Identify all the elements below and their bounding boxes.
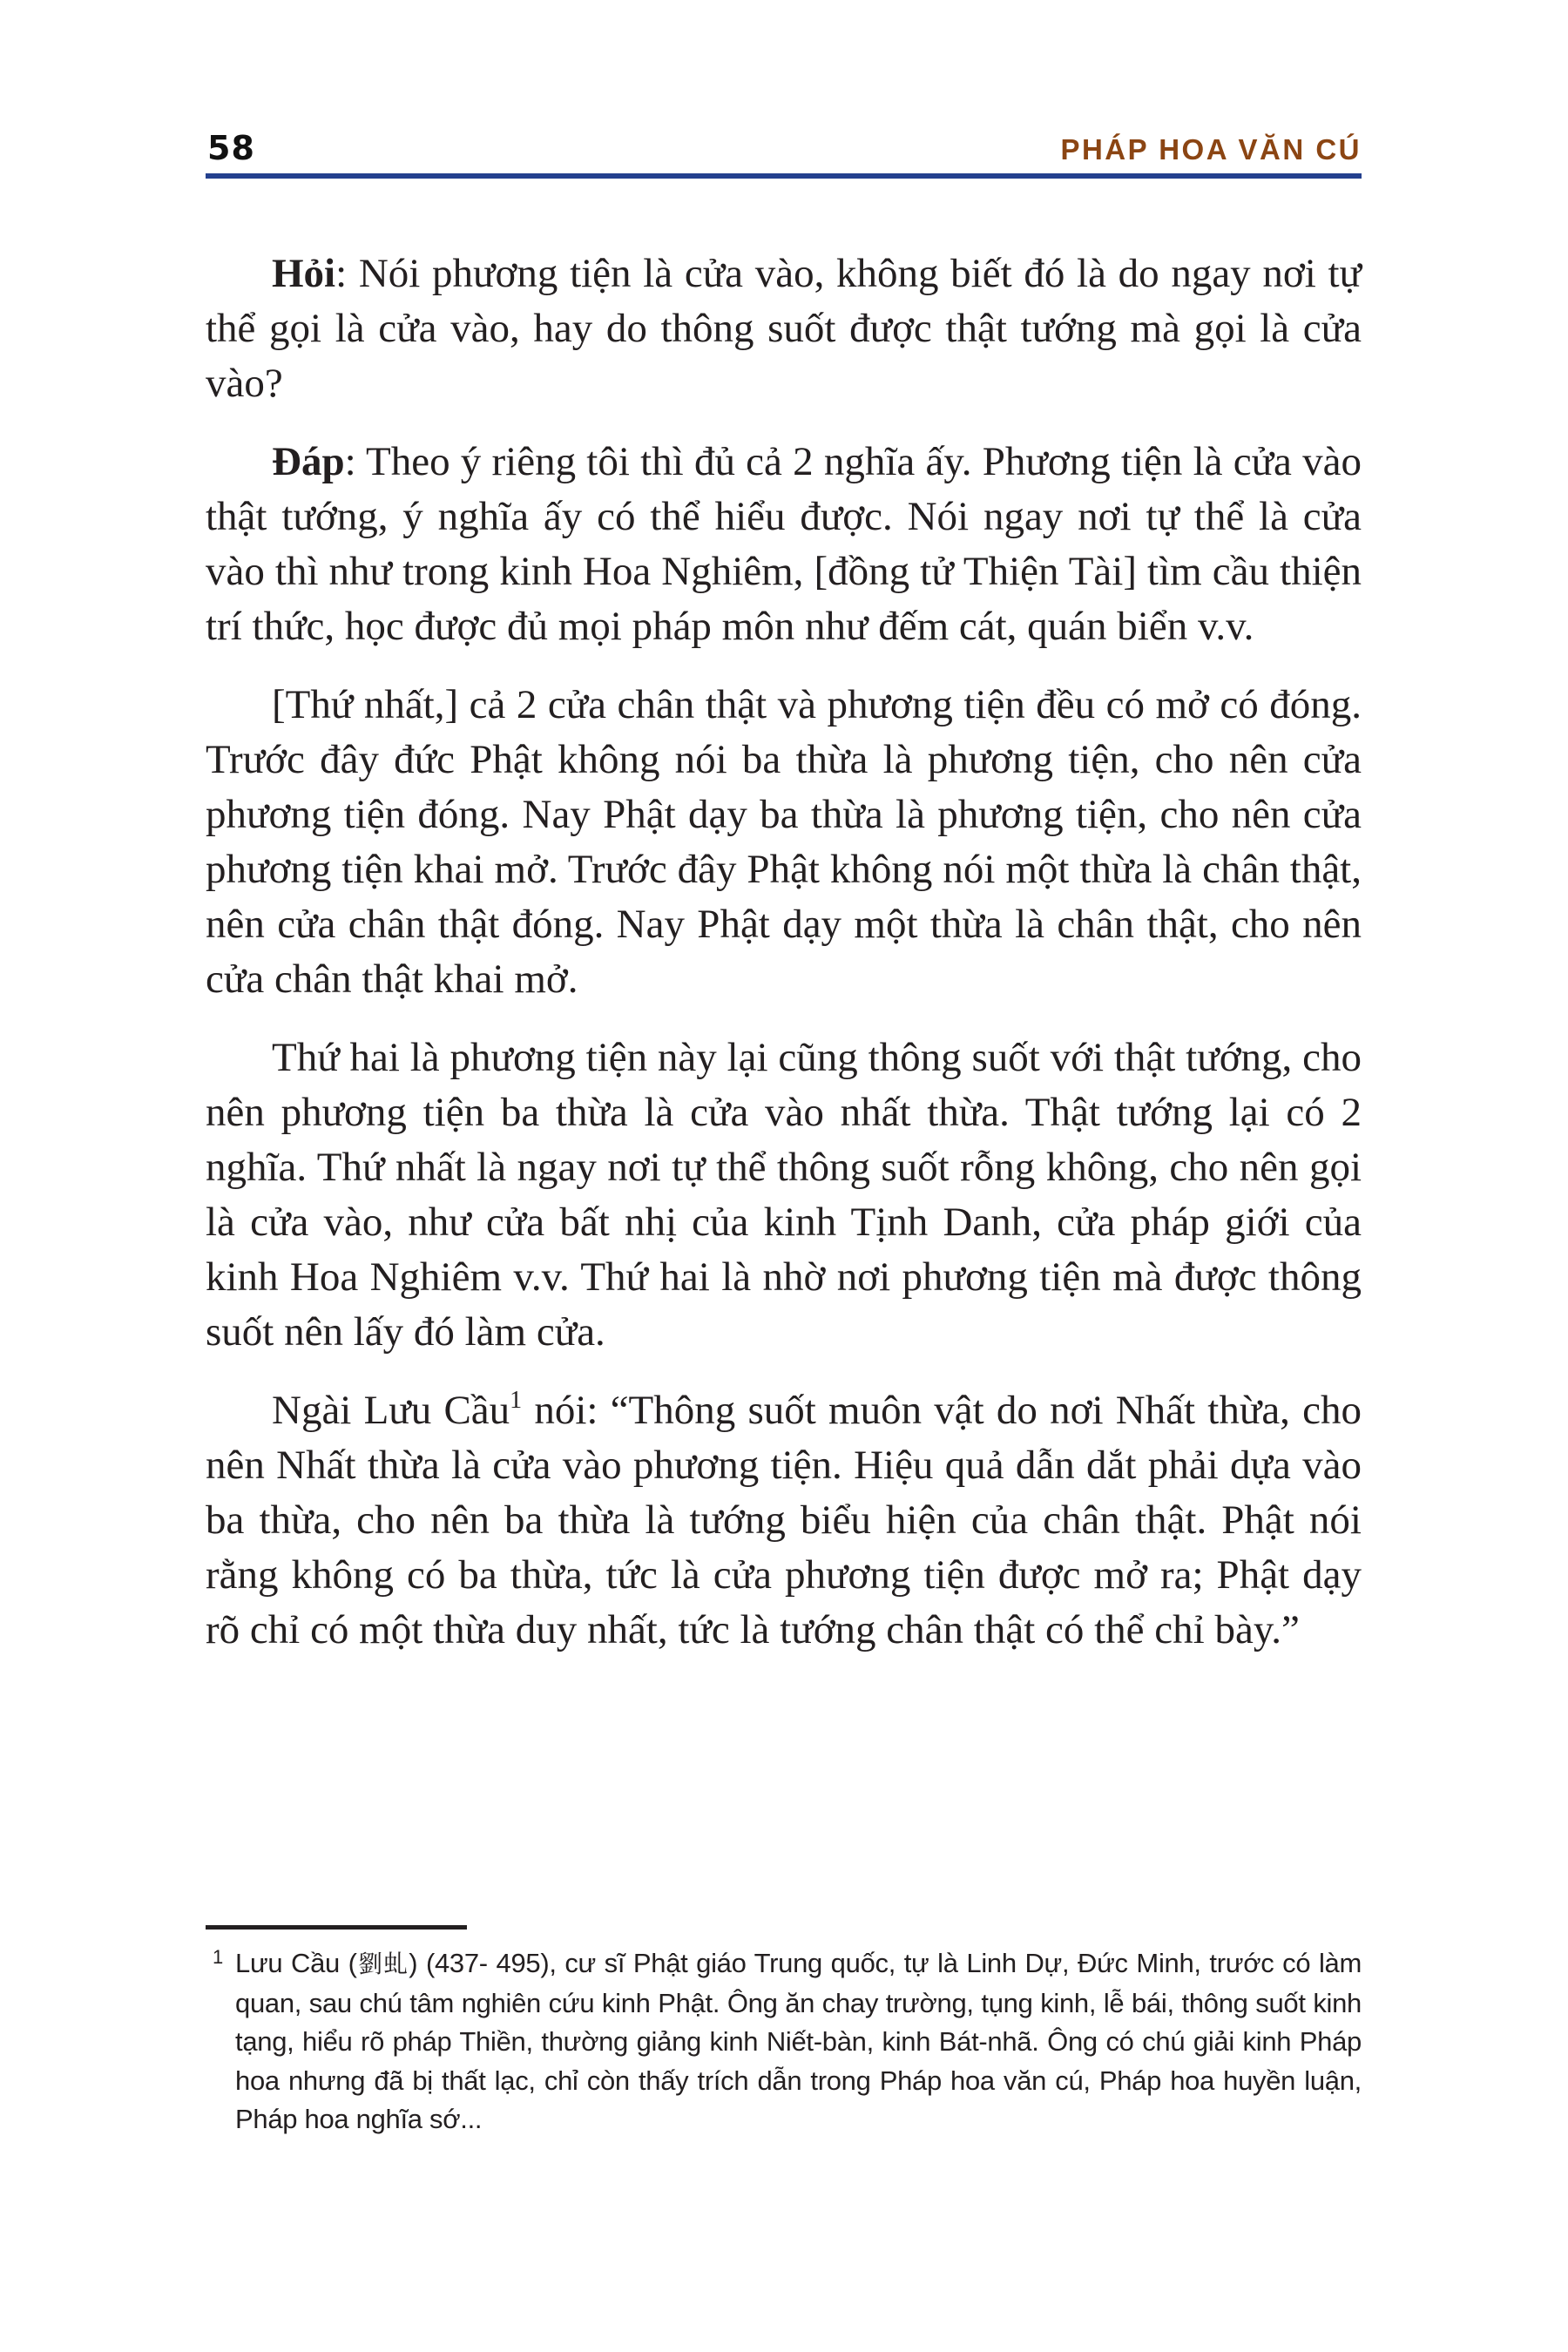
paragraph-text: : Theo ý riêng tôi thì đủ cả 2 nghĩa ấy. Phương tiện là cửa vào thật tướng, ý nghĩa ấy có thể hiểu được. Nói ngay nơi tự thể là cửa vào thì như trong kinh Hoa Nghiêm, [đồng tử Thiện Tài] tìm cầu thiện trí thức, học được đủ mọi pháp môn như đếm cát, quán biển v.v.	[206, 439, 1362, 649]
page-number: 58	[207, 129, 255, 167]
paragraph-answer	[206, 435, 1362, 654]
paragraph: Thứ hai là phương tiện này lại cũng thông suốt với thật tướng, cho nên phương tiện ba thừa là cửa vào nhất thừa. Thật tướng lại có 2 nghĩa. Thứ nhất là ngay nơi tự thể thông suốt rỗng không, cho nên gọi là cửa vào, như cửa bất nhị của kinh Tịnh Danh, cửa pháp giới của kinh Hoa Nghiêm v.v. Thứ hai là nhờ nơi phương tiện mà được thông suốt nên lấy đó làm cửa.	[206, 1035, 1362, 1355]
footnotes	[206, 1944, 1362, 2139]
answer-label: Đáp	[272, 439, 345, 484]
running-header	[206, 129, 1362, 167]
header-rule	[206, 173, 1362, 179]
paragraph-question	[206, 247, 1362, 411]
paragraph-text: Ngài Lưu Cầu	[272, 1388, 510, 1433]
body-text	[206, 247, 1362, 1681]
paragraph-text: nói: “Thông suốt muôn vật do nơi Nhất thừa, cho nên Nhất thừa là cửa vào phương tiện. Hiệu quả dẫn dắt phải dựa vào ba thừa, cho nên ba thừa là tướng biểu hiện của chân thật. Phật nói rằng không có ba thừa, tức là cửa phương tiện được mở ra; Phật dạy rõ chỉ có một thừa duy nhất, tức là tướng chân thật có thể chỉ bày.”	[206, 1388, 1362, 1652]
book-title: PHÁP HOA VĂN CÚ	[1060, 133, 1362, 166]
footnote: 1 Lưu Cầu (劉虬) (437- 495), cư sĩ Phật giáo Trung quốc, tự là Linh Dự, Đức Minh, trước có làm quan, sau chú tâm nghiên cứu kinh Phật. Ông ăn chay trường, tụng kinh, lễ bái, thông suốt kinh tạng, hiểu rõ pháp Thiền, thường giảng kinh Niết-bàn, kinh Bát-nhã. Ông có chú giải kinh Pháp hoa nhưng đã bị thất lạc, chỉ còn thấy trích dẫn trong Pháp hoa văn cú, Pháp hoa huyền luận, Pháp hoa nghĩa sớ...	[213, 1946, 1362, 2134]
footnote-text: ) (437- 495), cư sĩ Phật giáo Trung quốc, tự là Linh Dự, Đức Minh, trước có làm quan, sau chú tâm nghiên cứu kinh Phật. Ông ăn chay trường, tụng kinh, lễ bái, thông suốt kinh tạng, hiểu rõ pháp Thiền, thường giảng kinh Niết-bàn, kinh Bát-nhã. Ông có chú giải kinh Pháp hoa nhưng đã bị thất lạc, chỉ còn thấy trích dẫn trong Pháp hoa văn cú, Pháp hoa huyền luận, Pháp hoa nghĩa sớ...	[235, 1948, 1362, 2134]
paragraph: [Thứ nhất,] cả 2 cửa chân thật và phương tiện đều có mở có đóng. Trước đây đức Phật không nói ba thừa là phương tiện, cho nên cửa phương tiện đóng. Nay Phật dạy ba thừa là phương tiện, cho nên cửa phương tiện khai mở. Trước đây Phật không nói một thừa là chân thật, nên cửa chân thật đóng. Nay Phật dạy một thừa là chân thật, cho nên cửa chân thật khai mở.	[206, 682, 1362, 1002]
footnote-text: Lưu Cầu (	[235, 1948, 357, 1978]
paragraph-quote	[206, 1383, 1362, 1658]
footnote-separator	[206, 1925, 467, 1930]
footnote-reference[interactable]: 1	[510, 1387, 523, 1414]
question-label: Hỏi	[272, 251, 336, 296]
paragraph-text: : Nói phương tiện là cửa vào, không biết đó là do ngay nơi tự thể gọi là cửa vào, hay do thông suốt được thật tướng mà gọi là cửa vào?	[206, 251, 1362, 406]
footnote-chinese-name: 劉虬	[356, 1950, 409, 1978]
